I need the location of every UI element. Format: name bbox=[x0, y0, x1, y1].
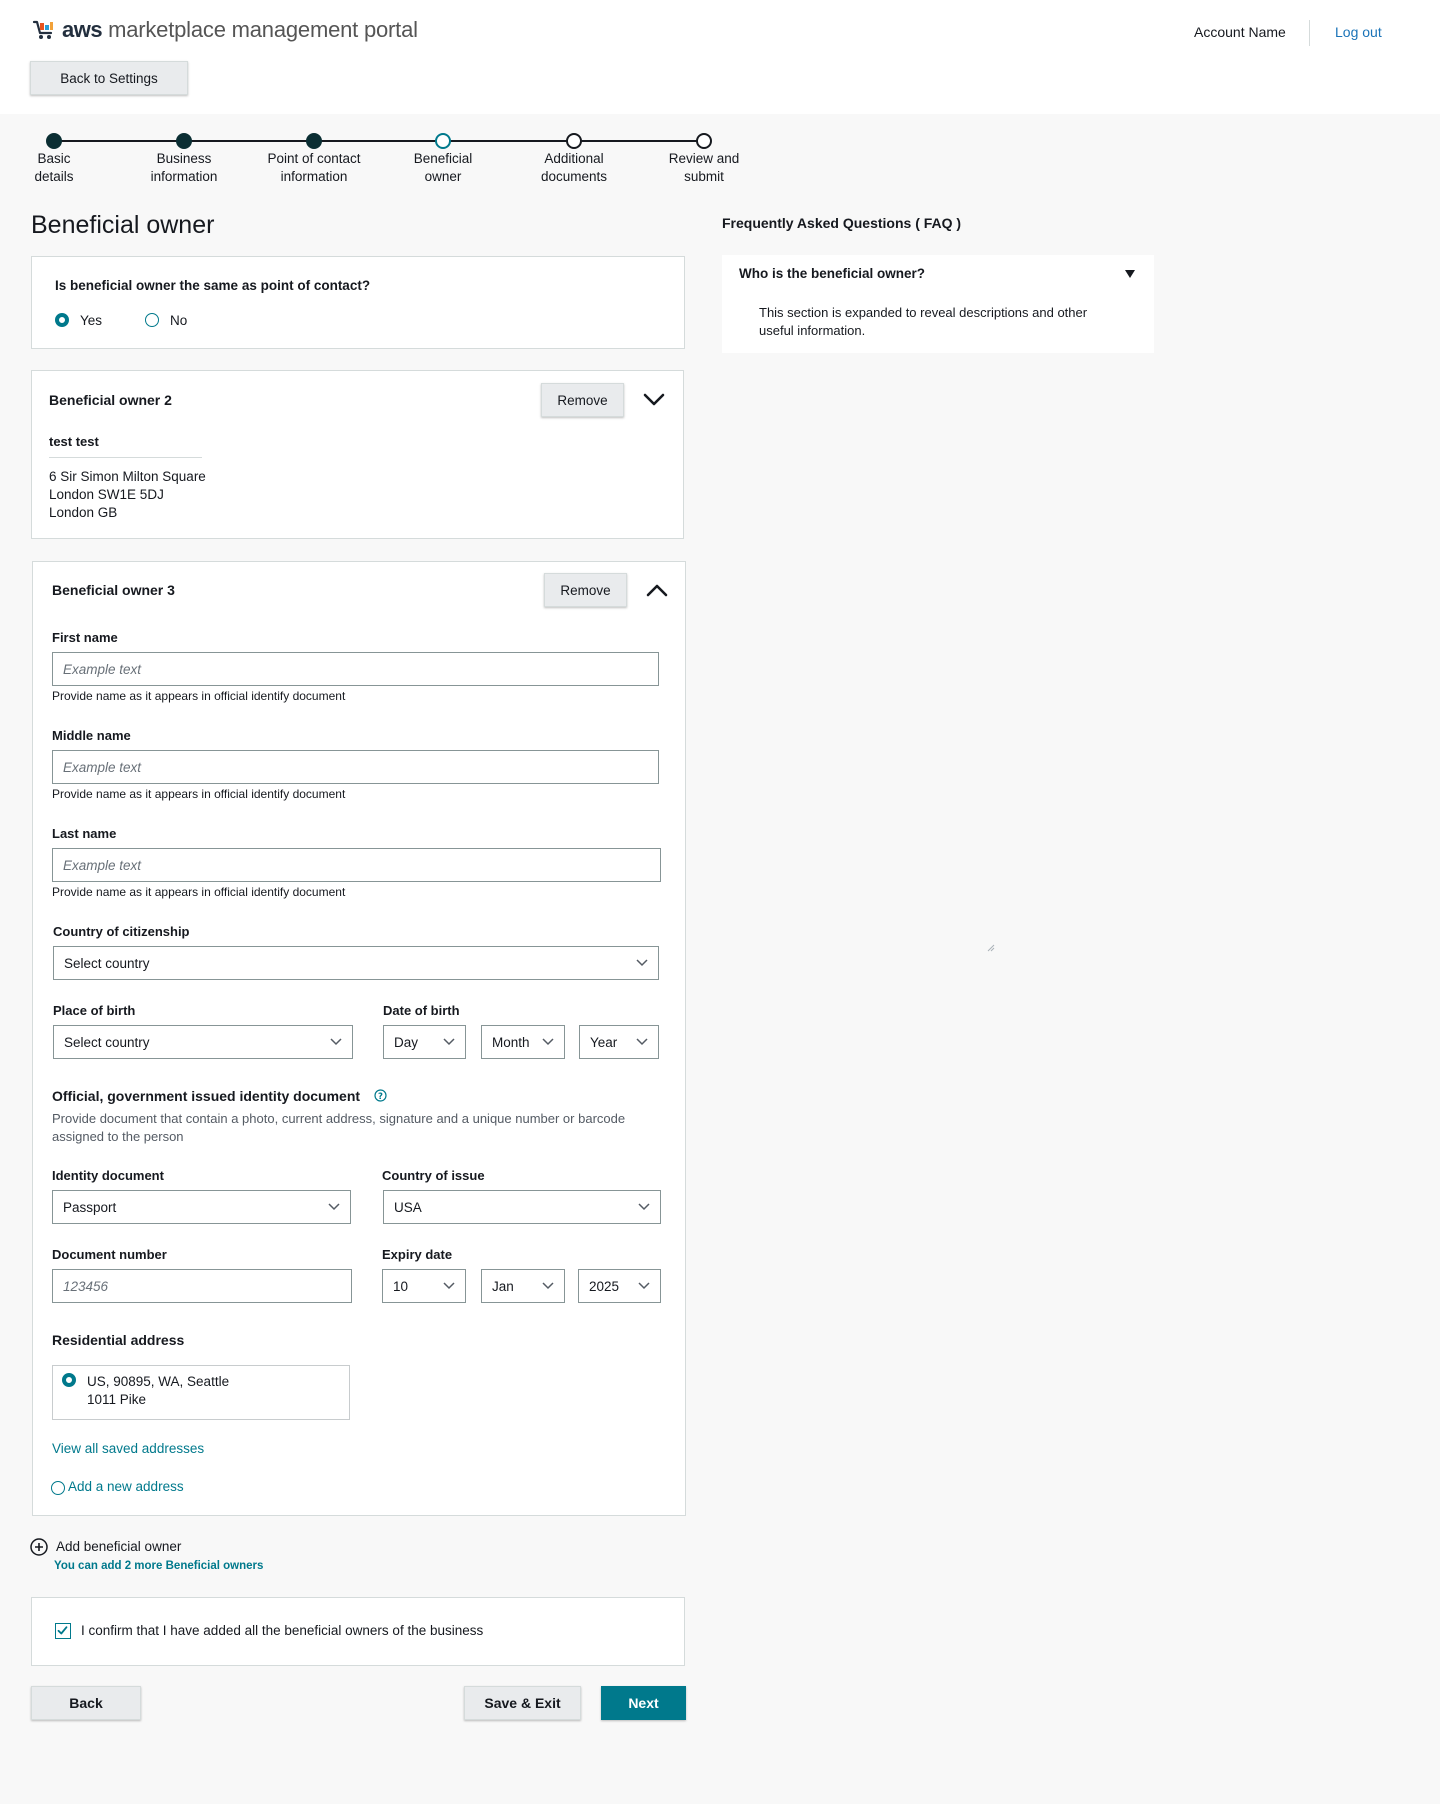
step-dot-business-information[interactable] bbox=[176, 133, 192, 149]
country-of-issue-value: USA bbox=[394, 1199, 422, 1215]
owner-2-remove-button[interactable]: Remove bbox=[541, 383, 624, 417]
identity-document-label: Identity document bbox=[52, 1168, 164, 1183]
account-name[interactable]: Account Name bbox=[1194, 24, 1286, 40]
last-name-label: Last name bbox=[52, 826, 117, 841]
last-name-hint: Provide name as it appears in official identify document bbox=[52, 885, 346, 899]
step-dot-beneficial-owner[interactable] bbox=[435, 133, 451, 149]
expiry-year-value: 2025 bbox=[589, 1278, 620, 1294]
add-new-address-link[interactable]: Add a new address bbox=[68, 1479, 184, 1494]
description-line: assigned to the person bbox=[52, 1129, 184, 1144]
step-label-point-of-contact[interactable] bbox=[254, 150, 374, 186]
answer-line: This section is expanded to reveal descriptions and other bbox=[759, 305, 1088, 320]
document-number-label: Document number bbox=[52, 1247, 167, 1262]
document-number-placeholder: 123456 bbox=[63, 1278, 109, 1294]
add-beneficial-owner-link[interactable]: Add beneficial owner bbox=[56, 1539, 182, 1554]
country-of-issue-select[interactable] bbox=[383, 1190, 661, 1224]
faq-answer bbox=[759, 304, 1087, 340]
address-line: London GB bbox=[49, 505, 118, 520]
owner-3-remove-button[interactable]: Remove bbox=[544, 573, 627, 607]
dob-month-value: Month bbox=[492, 1034, 530, 1050]
step-dot-additional-documents[interactable] bbox=[566, 133, 582, 149]
chevron-down-icon bbox=[542, 1282, 554, 1290]
confirm-text[interactable]: I confirm that I have added all the beneficial owners of the business bbox=[81, 1623, 484, 1638]
chevron-down-icon bbox=[636, 1038, 648, 1046]
first-name-input[interactable] bbox=[52, 652, 659, 686]
step-label-line: information bbox=[150, 169, 218, 184]
chevron-down-icon[interactable] bbox=[642, 392, 666, 408]
svg-text:?: ? bbox=[378, 1091, 383, 1102]
chevron-down-icon bbox=[636, 959, 648, 967]
dob-year-select[interactable] bbox=[579, 1025, 659, 1059]
place-of-birth-value: Select country bbox=[64, 1034, 150, 1050]
answer-line: useful information. bbox=[759, 323, 866, 338]
logo-brand: aws bbox=[62, 17, 103, 42]
chevron-down-icon bbox=[443, 1282, 455, 1290]
faq-question[interactable]: Who is the beneficial owner? bbox=[739, 266, 926, 281]
step-label-line: Review and bbox=[668, 151, 740, 166]
aws-marketplace-logo[interactable] bbox=[32, 16, 418, 44]
add-new-address-radio[interactable] bbox=[51, 1481, 65, 1495]
saved-address-radio[interactable] bbox=[62, 1373, 76, 1387]
address-line: 1011 Pike bbox=[87, 1392, 147, 1407]
chevron-down-icon bbox=[542, 1038, 554, 1046]
step-label-line: owner bbox=[424, 169, 462, 184]
step-label-basic-details[interactable] bbox=[0, 150, 114, 186]
first-name-placeholder: Example text bbox=[63, 661, 142, 677]
step-dot-point-of-contact[interactable] bbox=[306, 133, 322, 149]
dob-year-value: Year bbox=[590, 1034, 618, 1050]
back-button[interactable]: Back bbox=[31, 1686, 141, 1720]
first-name-label: First name bbox=[52, 630, 118, 645]
page-title: Beneficial owner bbox=[31, 211, 215, 239]
logout-link[interactable]: Log out bbox=[1335, 24, 1382, 40]
address-line: US, 90895, WA, Seattle bbox=[87, 1374, 230, 1389]
chevron-down-icon bbox=[638, 1282, 650, 1290]
identity-document-select[interactable] bbox=[52, 1190, 351, 1224]
expiry-date-label: Expiry date bbox=[382, 1247, 453, 1262]
step-label-business-information[interactable] bbox=[124, 150, 244, 186]
confirm-checkbox[interactable] bbox=[55, 1623, 71, 1639]
chevron-down-icon bbox=[443, 1038, 455, 1046]
middle-name-placeholder: Example text bbox=[63, 759, 142, 775]
step-label-line: information bbox=[280, 169, 348, 184]
add-circle-icon[interactable] bbox=[30, 1538, 48, 1556]
dob-day-select[interactable] bbox=[383, 1025, 466, 1059]
view-saved-addresses-link[interactable]: View all saved addresses bbox=[52, 1441, 205, 1456]
cart-logo-icon bbox=[32, 19, 56, 41]
step-dot-basic-details[interactable] bbox=[46, 133, 62, 149]
expiry-day-value: 10 bbox=[393, 1278, 409, 1294]
owner-2-name: test test bbox=[49, 434, 99, 449]
citizenship-value: Select country bbox=[64, 955, 150, 971]
logo-product: marketplace management portal bbox=[108, 17, 418, 42]
middle-name-input[interactable] bbox=[52, 750, 659, 784]
next-button[interactable]: Next bbox=[601, 1686, 686, 1720]
first-name-hint: Provide name as it appears in official identify document bbox=[52, 689, 346, 703]
description-line: Provide document that contain a photo, current address, signature and a unique number or barcode bbox=[52, 1111, 626, 1126]
step-label-beneficial-owner[interactable] bbox=[383, 150, 503, 186]
expiry-month-select[interactable] bbox=[481, 1269, 565, 1303]
owner-3-title: Beneficial owner 3 bbox=[52, 582, 175, 598]
owner-2-title: Beneficial owner 2 bbox=[49, 392, 172, 408]
step-label-line: Business bbox=[156, 151, 212, 166]
radio-no-label[interactable]: No bbox=[170, 313, 188, 328]
citizenship-select[interactable] bbox=[53, 946, 659, 980]
stepper-line-done bbox=[54, 140, 443, 142]
address-line: 6 Sir Simon Milton Square bbox=[49, 469, 206, 484]
back-to-settings-button[interactable]: Back to Settings bbox=[30, 61, 188, 95]
step-label-line: Point of contact bbox=[267, 151, 361, 166]
last-name-input[interactable] bbox=[52, 848, 661, 882]
citizenship-label: Country of citizenship bbox=[53, 924, 190, 939]
chevron-down-icon bbox=[328, 1203, 340, 1211]
identity-document-value: Passport bbox=[63, 1199, 117, 1215]
step-label-line: submit bbox=[684, 169, 724, 184]
same-as-contact-question: Is beneficial owner the same as point of contact? bbox=[55, 278, 371, 293]
checkmark-icon bbox=[56, 1624, 69, 1637]
resize-grip-icon bbox=[987, 944, 995, 952]
expiry-year-select[interactable] bbox=[578, 1269, 661, 1303]
last-name-placeholder: Example text bbox=[63, 857, 142, 873]
radio-no[interactable] bbox=[145, 313, 159, 327]
add-owner-note: You can add 2 more Beneficial owners bbox=[54, 1560, 264, 1572]
country-of-issue-label: Country of issue bbox=[382, 1168, 485, 1183]
chevron-down-icon bbox=[330, 1038, 342, 1046]
expiry-month-value: Jan bbox=[492, 1278, 514, 1294]
dob-month-select[interactable] bbox=[481, 1025, 565, 1059]
expiry-day-select[interactable] bbox=[382, 1269, 466, 1303]
saved-address-text bbox=[87, 1373, 229, 1409]
step-label-line: details bbox=[34, 169, 74, 184]
id-section-description bbox=[52, 1110, 625, 1146]
dob-label: Date of birth bbox=[383, 1003, 460, 1018]
step-label-line: Beneficial bbox=[413, 151, 473, 166]
dob-day-value: Day bbox=[394, 1034, 419, 1050]
id-section-title: Official, government issued identity document bbox=[52, 1088, 361, 1104]
radio-yes-label[interactable]: Yes bbox=[80, 313, 103, 328]
caret-down-icon[interactable] bbox=[1124, 269, 1136, 279]
save-exit-button[interactable]: Save & Exit bbox=[464, 1686, 581, 1720]
divider bbox=[49, 457, 202, 458]
step-label-line: documents bbox=[540, 169, 608, 184]
same-as-contact-panel bbox=[31, 256, 685, 349]
residential-address-label: Residential address bbox=[52, 1332, 185, 1348]
chevron-down-icon bbox=[638, 1203, 650, 1211]
document-number-input[interactable] bbox=[52, 1269, 352, 1303]
faq-heading: Frequently Asked Questions ( FAQ ) bbox=[722, 215, 962, 231]
place-of-birth-select[interactable] bbox=[53, 1025, 353, 1059]
radio-yes[interactable] bbox=[55, 313, 69, 327]
step-label-additional-documents[interactable] bbox=[514, 150, 634, 186]
middle-name-label: Middle name bbox=[52, 728, 131, 743]
chevron-up-icon[interactable] bbox=[645, 582, 669, 598]
step-label-line: Basic bbox=[37, 151, 71, 166]
help-icon[interactable] bbox=[374, 1089, 387, 1102]
step-label-line: Additional bbox=[544, 151, 604, 166]
place-of-birth-label: Place of birth bbox=[53, 1003, 136, 1018]
step-label-review-submit[interactable] bbox=[644, 150, 764, 186]
header-divider bbox=[1309, 20, 1310, 46]
step-dot-review-submit[interactable] bbox=[696, 133, 712, 149]
middle-name-hint: Provide name as it appears in official identify document bbox=[52, 787, 346, 801]
owner-2-address bbox=[49, 468, 206, 522]
address-line: London SW1E 5DJ bbox=[49, 487, 164, 502]
